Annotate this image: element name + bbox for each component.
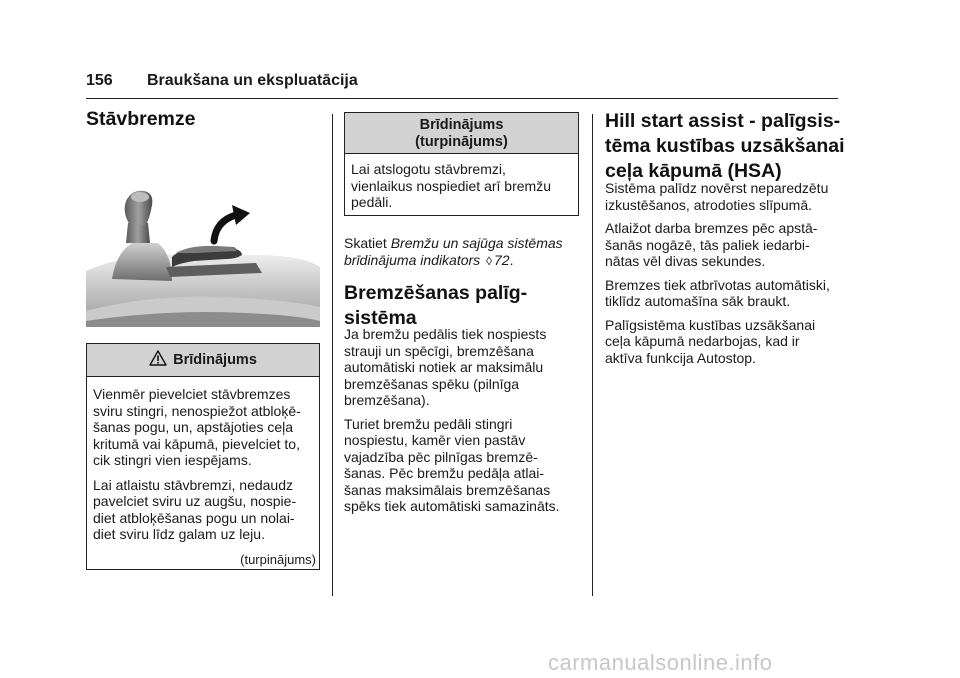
heading-line: sistēma	[344, 307, 417, 329]
warning-box-title: Brīdinājums	[173, 352, 257, 368]
warning-box-header	[87, 344, 319, 377]
text-line: sviru stingri, nenospiežot atbloķē-	[93, 402, 301, 419]
text-line: automātiski notiek ar maksimālu	[344, 359, 544, 375]
text-line: vajadzība pēc pilnīgas bremzē-	[344, 448, 538, 465]
text-line: Vienmēr pievelciet stāvbremzes	[93, 386, 291, 402]
text-line: kritumā vai kāpumā, pievelciet to,	[93, 435, 300, 452]
brake-assist-text	[344, 326, 584, 522]
page-header	[86, 72, 838, 94]
text-line: bremzēšanas spēku (pilnīga	[344, 375, 520, 392]
text-line: diet sviru līdz galam uz leju.	[93, 526, 265, 542]
text-line: šanas maksimālais bremzēšanas	[344, 481, 551, 498]
see-also-link-title[interactable]: Bremžu un sajūga sistēmas	[390, 235, 563, 251]
text-line: ceļa kāpumā nedarbojas, kad ir	[605, 333, 800, 349]
header-rule	[86, 98, 838, 99]
warning-box-continued	[344, 112, 579, 216]
text-line: Bremzes tiek atbrīvotas automātiski,	[605, 276, 830, 293]
text-line: vienlaikus nospiediet arī bremžu	[351, 177, 551, 194]
section-heading-brake-assist	[344, 281, 527, 331]
warning-box-continued-subtitle: (turpinājums)	[415, 134, 508, 150]
text-line: cik stingri vien iespējams.	[93, 452, 252, 468]
warning-box-body	[87, 377, 319, 543]
see-also-link-title-cont[interactable]: brīdinājuma indikators	[344, 251, 481, 268]
heading-line: Hill start assist - palīgsis-	[605, 110, 841, 132]
text-line: Lai atlaistu stāvbremzi, nedaudz	[93, 476, 293, 493]
text-line: nospiestu, kamēr vien pastāv	[344, 432, 526, 448]
text-line: Atlaižot darba bremzes pēc apstā-	[605, 220, 818, 236]
body-paragraph	[605, 277, 845, 310]
section-heading-parking-brake: Stāvbremze	[86, 108, 196, 130]
text-line: Ja bremžu pedālis tiek nospiests	[344, 326, 547, 342]
parking-brake-lever-image	[86, 183, 320, 327]
column-divider-right	[592, 114, 593, 596]
heading-line: tēma kustības uzsākšanai	[605, 135, 845, 157]
text-line: Lai atslogotu stāvbremzi,	[351, 161, 506, 177]
continued-label: (turpinājums)	[240, 552, 316, 567]
body-paragraph	[344, 326, 584, 409]
warning-paragraph	[93, 386, 313, 469]
see-also-prefix: Skatiet	[344, 235, 387, 251]
section-heading-hill-start-assist	[605, 109, 845, 184]
text-line: izkustēšanos, atrodoties slīpumā.	[605, 196, 812, 213]
text-line: nātas vēl divas sekundes.	[605, 253, 766, 269]
text-line: diet atbloķēšanas pogu un nolai-	[93, 509, 295, 526]
text-line: Palīgsistēma kustības uzsākšanai	[605, 316, 816, 333]
text-line: bremzēšana).	[344, 392, 430, 408]
text-line: Turiet bremžu pedāli stingri	[344, 415, 513, 432]
text-line: pedāli.	[351, 194, 393, 210]
warning-triangle-icon	[149, 350, 167, 366]
text-line: pavelciet sviru uz augšu, nospie-	[93, 493, 297, 509]
hill-start-assist-text	[605, 180, 845, 373]
see-also-reference	[344, 235, 584, 269]
text-line: Sistēma palīdz novērst neparedzētu	[605, 180, 829, 196]
see-also-page-number[interactable]: 72	[494, 251, 510, 268]
text-line: strauji un spēcīgi, bremzēšana	[344, 342, 534, 359]
see-also-suffix: .	[509, 251, 514, 268]
chapter-title: Braukšana un ekspluatācija	[147, 72, 358, 89]
column-divider-left	[332, 114, 333, 596]
text-line: šanās nogāzē, tās paliek iedarbi-	[605, 236, 810, 253]
page-ref-arrow-icon: ◊	[486, 253, 493, 268]
body-paragraph	[605, 220, 845, 270]
text-line: spēks tiek automātiski samazināts.	[344, 498, 560, 514]
parking-brake-illustration	[86, 183, 320, 327]
warning-box-continued-body	[345, 154, 578, 211]
body-paragraph	[344, 416, 584, 515]
text-line: šanas pogu, un, apstājoties ceļa	[93, 419, 294, 435]
body-paragraph	[605, 317, 845, 367]
warning-box-parking-brake	[86, 343, 320, 570]
body-paragraph	[605, 180, 845, 213]
heading-line: ceļa kāpumā (HSA)	[605, 160, 782, 182]
warning-paragraph	[93, 477, 313, 543]
warning-box-continued-header	[345, 113, 578, 154]
text-line: šanas. Pēc bremžu pedāļa atlai-	[344, 465, 544, 481]
watermark: carmanualsonline.info	[548, 650, 773, 675]
text-line: tiklīdz automašīna sāk braukt.	[605, 293, 791, 309]
warning-box-continued-title: Brīdinājums	[419, 117, 504, 133]
page-number: 156	[86, 72, 113, 89]
text-line: aktīva funkcija Autostop.	[605, 349, 756, 366]
heading-line: Bremzēšanas palīg-	[344, 282, 528, 304]
